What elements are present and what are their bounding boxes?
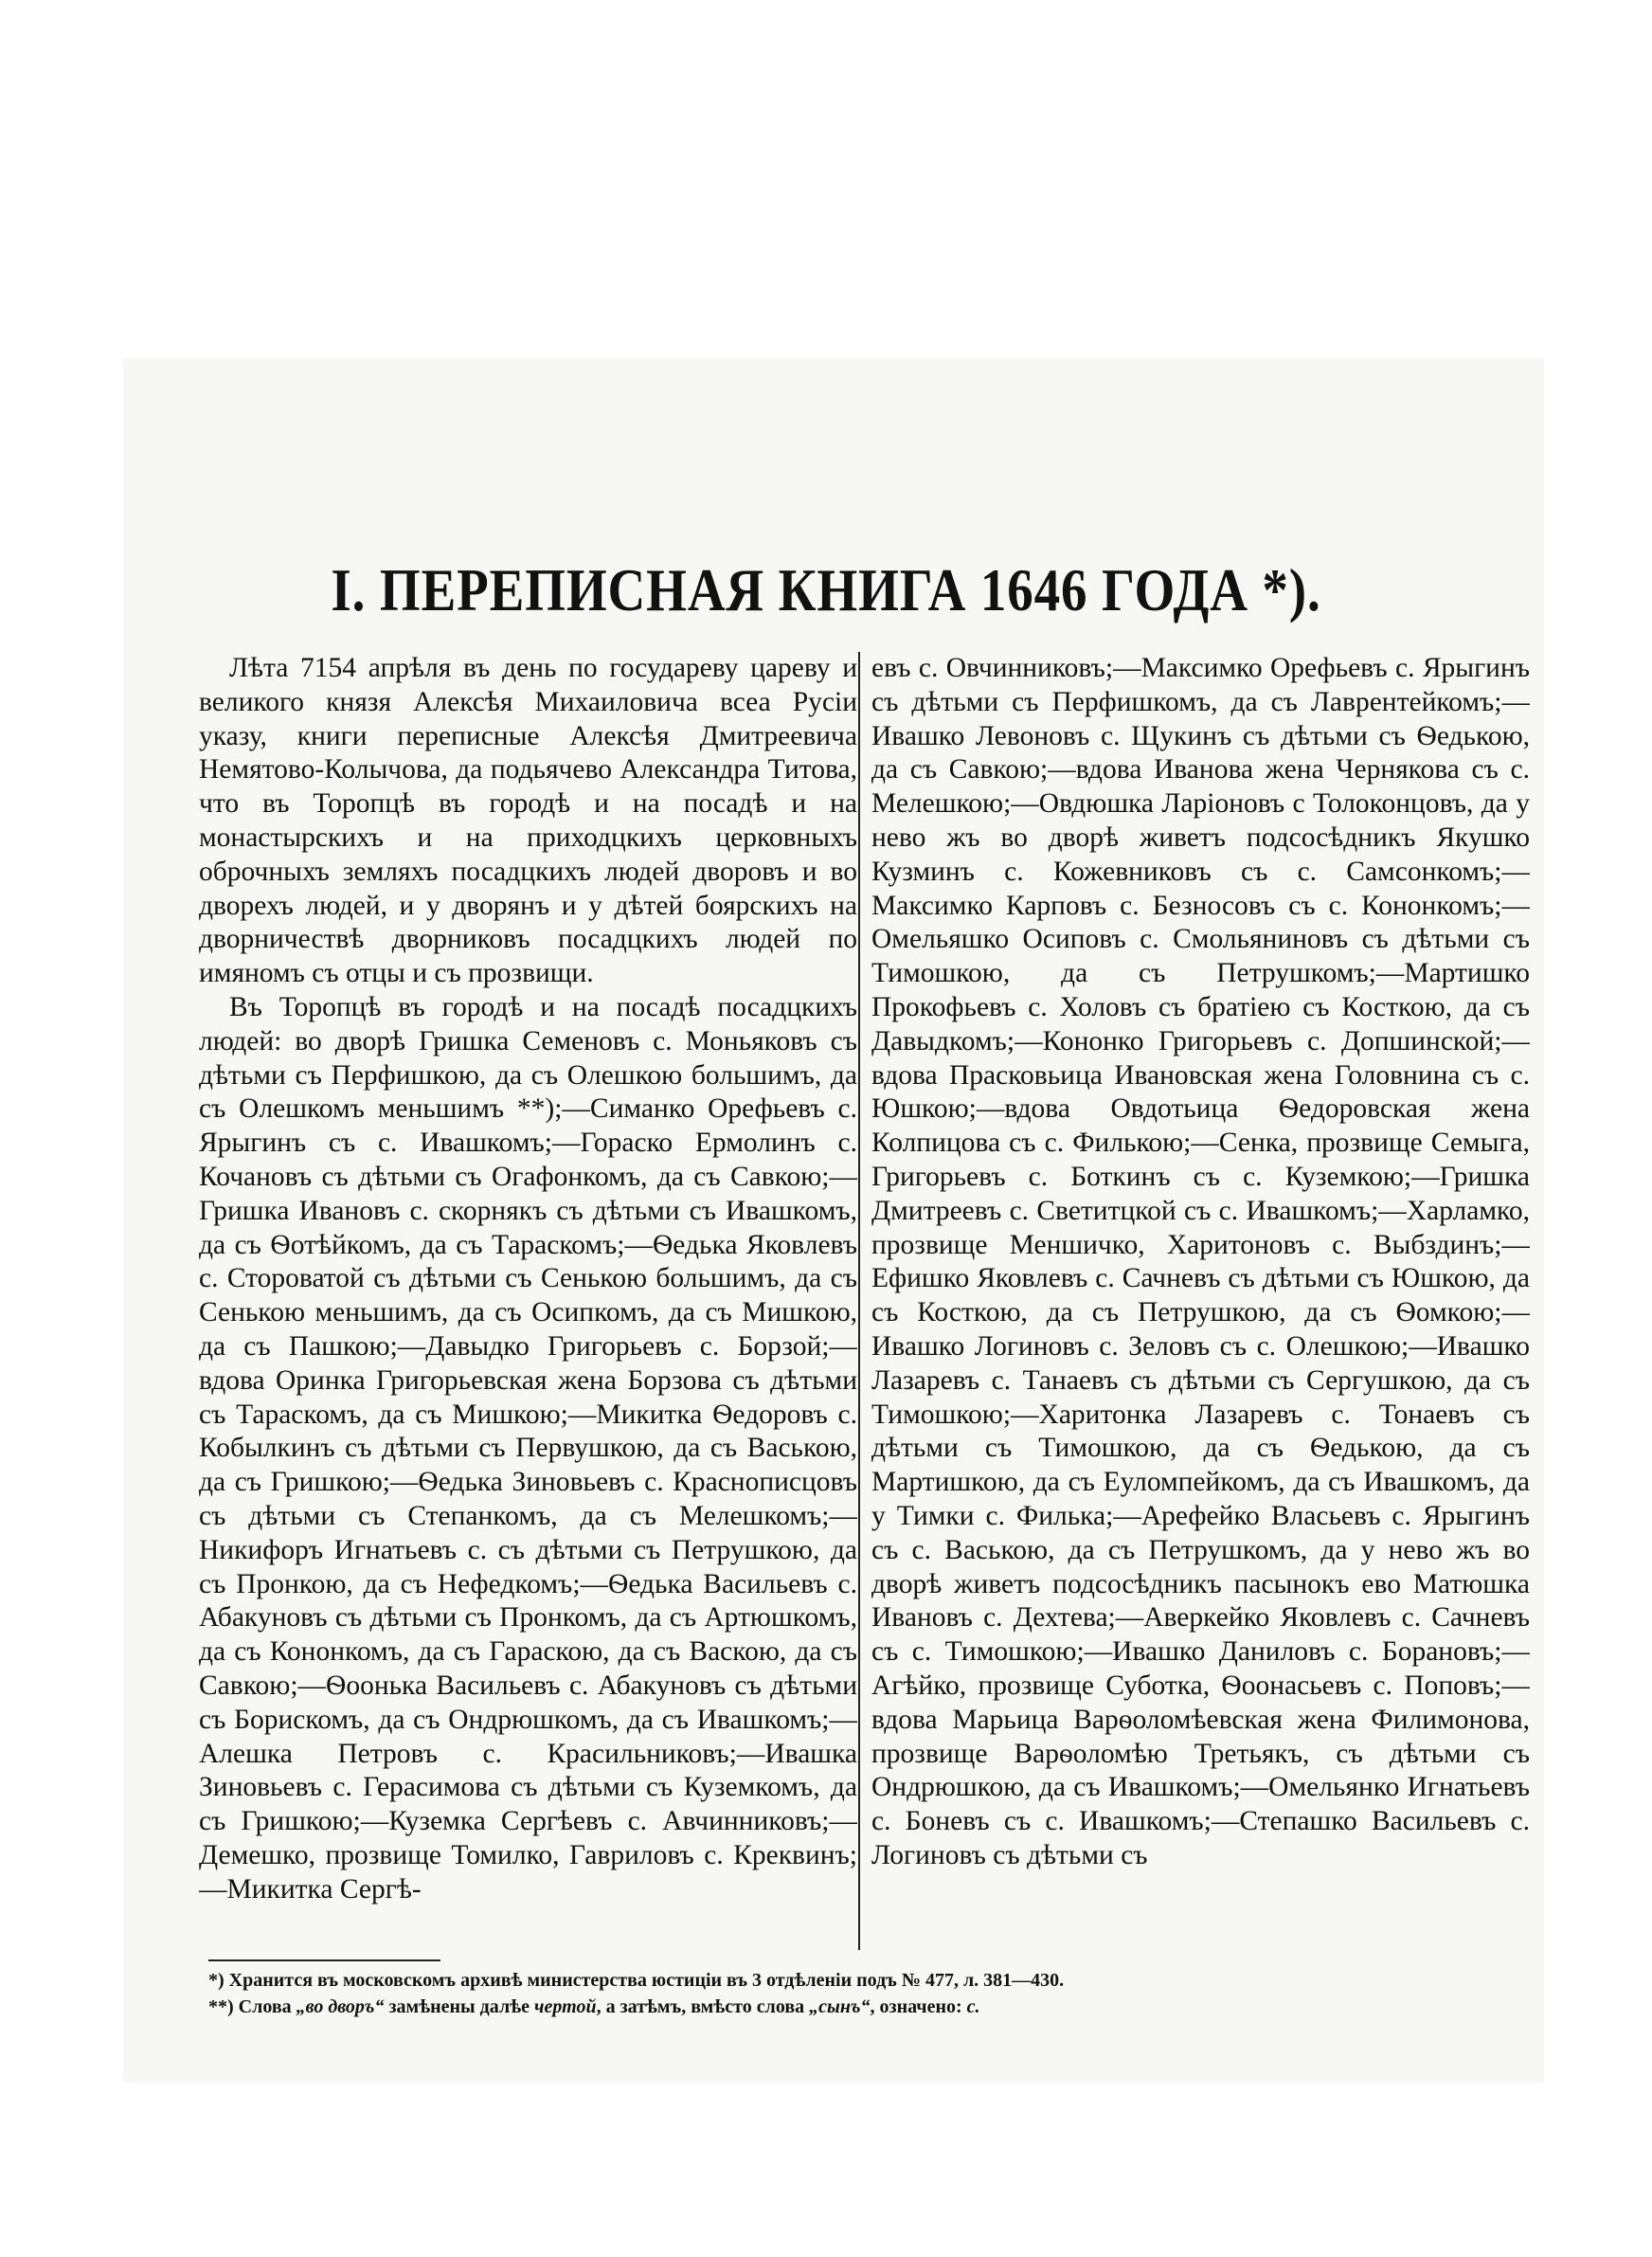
footnote-rule <box>208 1959 440 1961</box>
footnote-2-final: с. <box>966 1996 980 2017</box>
footnote-1: *) Хранится въ московскомъ архивѣ министерства юстиціи въ 3 отдѣленіи подъ № 477, л. 381—430. <box>208 1970 1065 1991</box>
text-column-left <box>199 652 857 1959</box>
text-column-right <box>871 652 1530 1959</box>
footnote-2-italic-word: чертой <box>534 1996 597 2017</box>
paragraph-intro: Лѣта 7154 апрѣля въ день по государеву цареву и великого князя Алексѣя Михаиловича всеа Русіи указу, книги переписные Алексѣя Дмитреевича Немятово-Колычова, да подьячево Александра Титова, что въ Торопцѣ въ городѣ и на посадѣ и на монастырскихъ и на приходцкихъ церковныхъ оброчныхъ земляхъ посадцкихъ людей дворовъ и во дворехъ людей, и у дворянъ и у дѣтей боярскихъ на дворничествѣ дворниковъ посадцкихъ людей по имяномъ съ отцы и съ прозвищи. <box>199 653 857 989</box>
paragraph-census-start: Въ Торопцѣ въ городѣ и на посадѣ посадцкихъ людей: во дворѣ Гришка Семеновъ с. Моньяковъ съ дѣтьми съ Перфишкою, да съ Олешкою большимъ, да съ Олешкомъ меньшимъ **);—Симанко Орефьевъ с. Ярыгинъ съ с. Ивашкомъ;—Гораско Ермолинъ с. Кочановъ съ дѣтьми съ Огафонкомъ, да съ Савкою;—Гришка Ивановъ с. скорнякъ съ дѣтьми съ Ивашкомъ, да съ Ѳотѣйкомъ, да съ Тараскомъ;—Ѳедька Яковлевъ с. Стороватой съ дѣтьми съ Сенькою большимъ, да съ Сенькою меньшимъ, да съ Осипкомъ, да съ Мишкою, да съ Пашкою;—Давыдко Григорьевъ с. Борзой;—вдова Оринка Григорьевская жена Борзова съ дѣтьми съ Тараскомъ, да съ Мишкою;—Микитка Ѳедоровъ с. Кобылкинъ съ дѣтьми съ Первушкою, да съ Ваською, да съ Гришкою;—Ѳедька Зиновьевъ с. Краснописцовъ съ дѣтьми съ Степанкомъ, да съ Мелешкомъ;—Никифоръ Игнатьевъ с. съ дѣтьми съ Петрушкою, да съ Пронкою, да съ Нефедкомъ;—Ѳедька Васильевъ с. Абакуновъ съ дѣтьми съ Пронкомъ, да съ Артюшкомъ, да съ Кононкомъ, да съ Гараскою, да съ Васкою, да съ Савкою;—Ѳоонька Васильевъ с. Абакуновъ съ дѣтьми съ Борискомъ, да съ Ондрюшкомъ, да съ Ивашкомъ;—Алешка Петровъ с. Красильниковъ;—Ивашка Зиновьевъ с. Герасимова съ дѣтьми съ Куземкомъ, да съ Гришкою;—Куземка Сергѣевъ с. Авчинниковъ;—Демешко, прозвище Томилко, Гавриловъ с. Креквинъ;—Микитка Сергѣ- <box>199 991 857 1905</box>
footnote-2-text: **) Слова <box>208 1996 296 2017</box>
footnote-2-text-middle: замѣнены далѣе <box>384 1996 535 2017</box>
paragraph-census-continued: евъ с. Овчинниковъ;—Максимко Орефьевъ с. Ярыгинъ съ дѣтьми съ Перфишкомъ, да съ Лаврентейкомъ;—Ивашко Левоновъ с. Щукинъ съ дѣтьми съ Ѳедькою, да съ Савкою;—вдова Иванова жена Чернякова съ с. Мелешкою;—Овдюшка Ларіоновъ с Толоконцовъ, да у нево жъ во дворѣ живетъ подсосѣдникъ Якушко Кузминъ с. Кожевниковъ съ с. Самсонкомъ;—Максимко Карповъ с. Безносовъ съ с. Кононкомъ;—Омельяшко Осиповъ с. Смольяниновъ съ дѣтьми съ Тимошкою, да съ Петрушкомъ;—Мартишко Прокофьевъ с. Холовъ съ братіею съ Косткою, да съ Давыдкомъ;—Кононко Григорьевъ с. Допшинской;—вдова Прасковьица Ивановская жена Головнина съ с. Юшкою;—вдова Овдотьица Ѳедоровская жена Колпицова съ с. Филькою;—Сенка, прозвище Семыга, Григорьевъ с. Боткинъ съ с. Куземкою;—Гришка Дмитреевъ с. Светитцкой съ с. Ивашкомъ;—Харламко, прозвище Меншичко, Харитоновъ с. Выбздинъ;—Ефишко Яковлевъ с. Сачневъ съ дѣтьми съ Юшкою, да съ Косткою, да съ Петрушкою, да съ Ѳомкою;—Ивашко Логиновъ с. Зеловъ съ с. Олешкою;—Ивашко Лазаревъ с. Танаевъ съ дѣтьми съ Сергушкою, да съ Тимошкою;—Харитонка Лазаревъ с. Тонаевъ съ дѣтьми съ Тимошкою, да съ Ѳедькою, да съ Мартишкою, да съ Еуломпейкомъ, да съ Ивашкомъ, да у Тимки с. Филька;—Арефейко Власьевъ с. Ярыгинъ съ с. Ваською, да съ Петрушкомъ, да у нево жъ во дворѣ живетъ подсосѣдникъ пасынокъ ево Матюшка Ивановъ с. Дехтева;—Аверкейко Яковлевъ с. Сачневъ съ с. Тимошкою;—Ивашко Даниловъ с. Борановъ;—Агѣйко, прозвище Суботка, Ѳоонасьевъ с. Поповъ;—вдова Марьица Варѳоломѣевская жена Филимонова, прозвище Варѳоломѣю Третьякъ, съ дѣтьми съ Ондрюшкою, да съ Ивашкомъ;—Омельянко Игнатьевъ с. Боневъ съ с. Ивашкомъ;—Степашко Васильевъ с. Логиновъ съ дѣтьми съ <box>871 653 1530 1870</box>
page-title: I. ПЕРЕПИСНАЯ КНИГА 1646 ГОДА *). <box>331 556 1321 623</box>
footnotes <box>208 1967 1345 2020</box>
column-divider <box>858 652 860 1950</box>
footnote-2-quote-son: „сынъ“ <box>809 1996 871 2017</box>
footnote-2-text-end: , означено: <box>870 1996 967 2017</box>
footnote-2-text-after: , а затѣмъ, вмѣсто слова <box>596 1996 810 2017</box>
footnote-2 <box>208 1994 1345 2020</box>
footnote-2-quote: „во дворъ“ <box>296 1996 385 2017</box>
